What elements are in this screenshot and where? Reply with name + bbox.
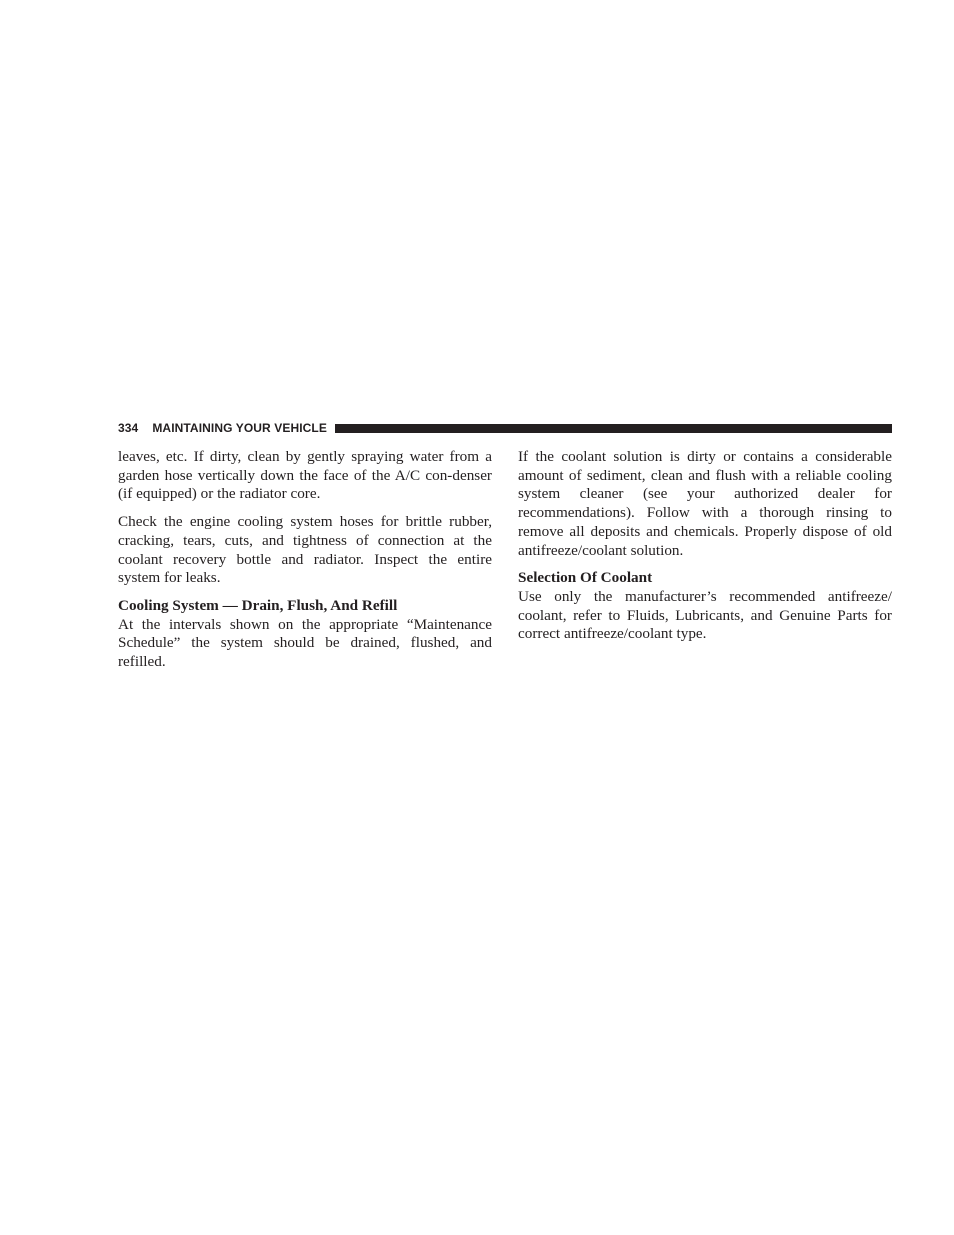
header-rule: [335, 424, 892, 433]
body-paragraph: Use only the manufacturer’s recommended antifreeze/ coolant, refer to Fluids, Lubricants, and Genuine Parts for correct antifreeze/coolant type.: [518, 587, 892, 643]
body-paragraph: Check the engine cooling system hoses for brittle rubber, cracking, tears, cuts, and tightness of connection at the coolant recovery bottle and radiator. Inspect the entire system for leaks.: [118, 513, 492, 587]
body-paragraph: If the coolant solution is dirty or contains a considerable amount of sediment, clean and flush with a reliable cooling system cleaner (see your authorized dealer for recommendations). Follow with a thorough rinsing to remove all deposits and chemicals. Properly dispose of old antifreeze/coolant solution.: [518, 448, 892, 559]
section-heading: Cooling System — Drain, Flush, And Refill: [118, 596, 398, 614]
section-heading: Selection Of Coolant: [518, 569, 653, 587]
page-header: [118, 419, 892, 437]
section-title: MAINTAINING YOUR VEHICLE: [152, 421, 327, 435]
body-paragraph: At the intervals shown on the appropriate “Maintenance Schedule” the system should be drained, flushed, and refilled.: [118, 615, 492, 671]
body-paragraph: leaves, etc. If dirty, clean by gently spraying water from a garden hose vertically down the face of the A/C con-denser (if equipped) or the radiator core.: [118, 448, 492, 503]
right-column: [518, 448, 892, 653]
page-number: 334: [118, 421, 139, 435]
left-column: [118, 448, 492, 681]
